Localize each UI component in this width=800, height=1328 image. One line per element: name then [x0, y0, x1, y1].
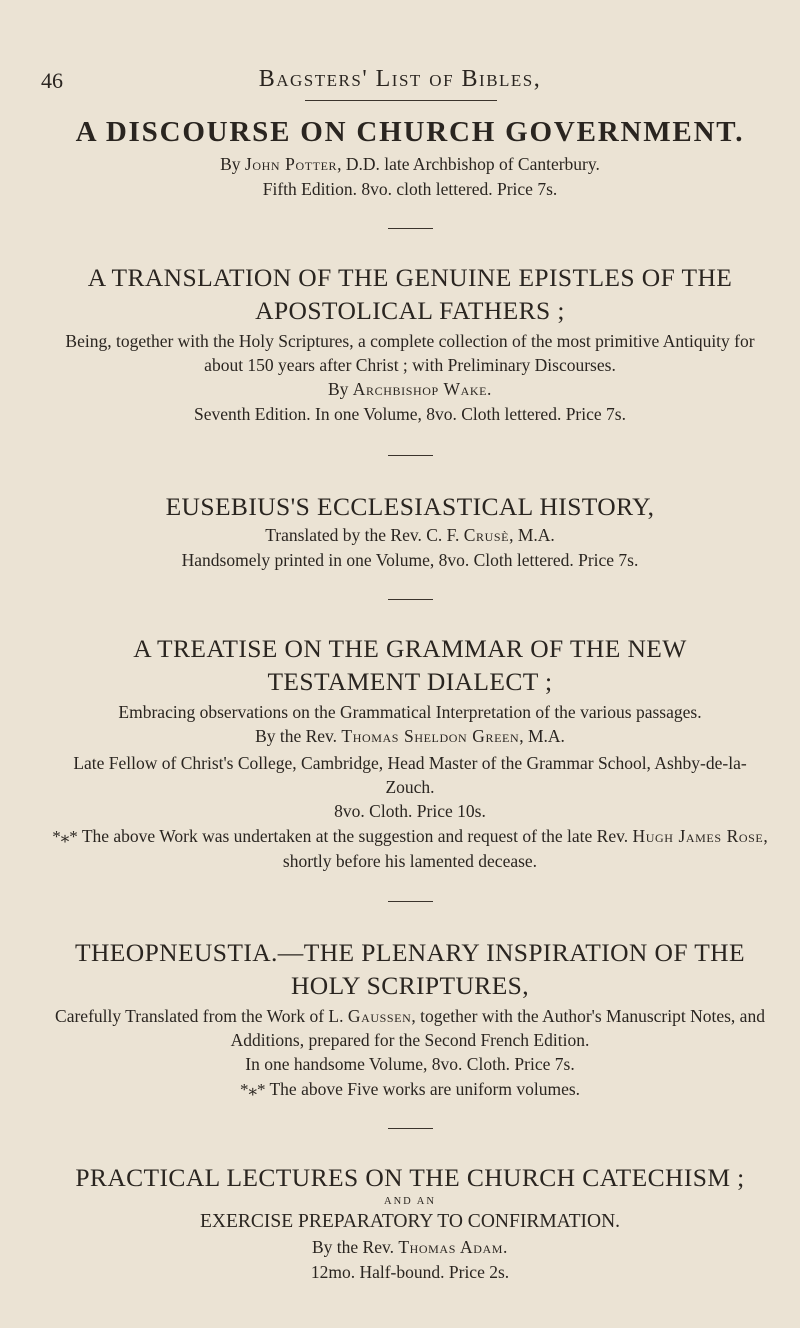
entry-author: By John Potter, D.D. late Archbishop of Canterbury.: [220, 154, 600, 174]
entry-translator: Translated by the Rev. C. F. Crusè, M.A.: [265, 525, 555, 545]
running-title: Bagsters' List of Bibles,: [258, 66, 542, 92]
entry-edition: In one handsome Volume, 8vo. Cloth. Price 7s.: [245, 1054, 575, 1074]
entry-grammar-treatise: [50, 632, 770, 873]
header-rule: [305, 100, 497, 101]
divider-rule: [388, 228, 433, 229]
entry-edition: Fifth Edition. 8vo. cloth lettered. Price 7s.: [262, 179, 558, 199]
entry-author: By Archbishop Wake.: [327, 379, 493, 399]
entry-title-line-2: APOSTOLICAL FATHERS ;: [255, 296, 565, 325]
entry-affiliation: Late Fellow of Christ's College, Cambridge, Head Master of the Grammar School, Ashby-de-la-Zouch.: [73, 753, 747, 797]
entry-author: By the Rev. Thomas Sheldon Green, M.A.: [255, 726, 565, 746]
entry-title-line-1: PRACTICAL LECTURES ON THE CHURCH CATECHISM ;: [75, 1163, 745, 1192]
entry-church-government: [50, 112, 770, 202]
entry-description: Carefully Translated from the Work of L. Gaussen, together with the Author's Manuscript Notes, and Additions, prepared for the Second French Edition.: [55, 1006, 765, 1050]
entry-church-catechism: [50, 1161, 770, 1285]
entry-title: A DISCOURSE ON CHURCH GOVERNMENT.: [75, 116, 745, 148]
asterism-icon: *⁎*: [239, 1080, 266, 1099]
entry-edition: Handsomely printed in one Volume, 8vo. Cloth lettered. Price 7s.: [181, 550, 639, 570]
page-number: 46: [41, 68, 63, 93]
entry-title-line-2: EXERCISE PREPARATORY TO CONFIRMATION.: [199, 1211, 621, 1232]
entry-conjunction: AND AN: [384, 1196, 436, 1207]
entry-title-line-1: A TRANSLATION OF THE GENUINE EPISTLES OF THE: [87, 263, 733, 292]
entry-author: By the Rev. Thomas Adam.: [311, 1237, 508, 1257]
entry-title-line-2: TESTAMENT DIALECT ;: [267, 667, 553, 696]
entry-theopneustia: [50, 936, 770, 1102]
entry-edition: 8vo. Cloth. Price 10s.: [334, 801, 486, 821]
entry-edition: 12mo. Half-bound. Price 2s.: [310, 1262, 510, 1282]
entry-title-line-2: HOLY SCRIPTURES,: [290, 971, 530, 1000]
entry-description: Being, together with the Holy Scriptures, a complete collection of the most primitive Antiquity for about 150 years after Christ ; with Preliminary Discourses.: [65, 331, 755, 375]
entry-note: *⁎* The above Work was undertaken at the suggestion and request of the late Rev. Hugh James Rose, shortly before his lamented decease.: [52, 826, 768, 871]
entry-description: Embracing observations on the Grammatical Interpretation of the various passages.: [118, 702, 702, 722]
divider-rule: [388, 901, 433, 902]
entry-title: EUSEBIUS'S ECCLESIASTICAL HISTORY,: [165, 492, 655, 521]
divider-rule: [388, 599, 433, 600]
entry-note: *⁎* The above Five works are uniform volumes.: [239, 1079, 581, 1099]
divider-rule: [388, 455, 433, 456]
entry-edition: Seventh Edition. In one Volume, 8vo. Cloth lettered. Price 7s.: [194, 404, 626, 424]
entry-title-line-1: A TREATISE ON THE GRAMMAR OF THE NEW: [133, 634, 687, 663]
catalogue-content: [50, 112, 770, 1285]
divider-rule: [388, 1128, 433, 1129]
running-head: [0, 58, 800, 98]
entry-eusebius: [50, 490, 770, 573]
asterism-icon: *⁎*: [52, 827, 78, 846]
entry-title-line-1: THEOPNEUSTIA.—THE PLENARY INSPIRATION OF THE: [75, 938, 745, 967]
entry-apostolical-fathers: [50, 261, 770, 427]
